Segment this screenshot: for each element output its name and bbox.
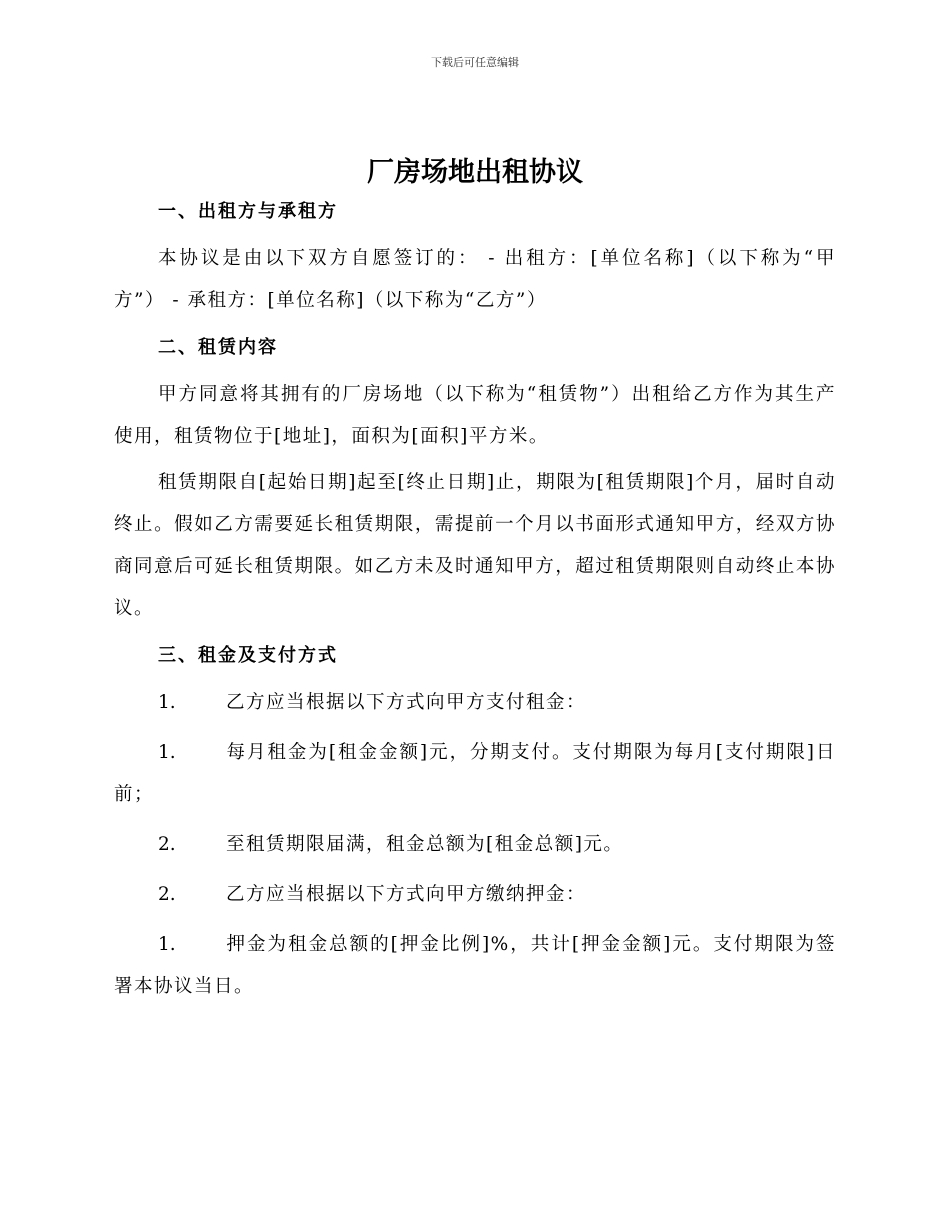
document-title: 厂房场地出租协议 xyxy=(367,157,583,188)
list-item xyxy=(114,732,836,816)
section-heading-2: 二、租赁内容 xyxy=(158,337,278,358)
list-item xyxy=(114,924,836,1008)
section-2-paragraph-1: 甲方同意将其拥有的厂房场地（以下称为“租赁物”）出租给乙方作为其生产使用，租赁物位于[地址]，面积为[面积]平方米。 xyxy=(114,384,836,447)
list-text: 乙方应当根据以下方式向甲方支付租金： xyxy=(226,692,587,713)
list-number: 1. xyxy=(158,742,176,763)
section-heading-3: 三、租金及支付方式 xyxy=(158,645,338,666)
list-number: 1. xyxy=(158,692,176,713)
header-note: 下载后可任意编辑 xyxy=(431,56,519,69)
section-heading-1: 一、出租方与承租方 xyxy=(158,201,338,222)
section-2-paragraph-2: 租赁期限自[起始日期]起至[终止日期]止，期限为[租赁期限]个月，届时自动终止。假如乙方需要延长租赁期限，需提前一个月以书面形式通知甲方，经双方协商同意后可延长租赁期限。如乙方未及时通知甲方，超过租赁期限则自动终止本协议。 xyxy=(114,472,836,619)
list-number: 1. xyxy=(158,934,176,955)
list-text: 乙方应当根据以下方式向甲方缴纳押金： xyxy=(226,884,587,905)
list-text: 押金为租金总额的[押金比例]%，共计[押金金额]元。支付期限为签署本协议当日。 xyxy=(114,934,836,997)
list-item xyxy=(114,824,836,866)
list-number: 2. xyxy=(158,884,176,905)
list-text: 每月租金为[租金金额]元，分期支付。支付期限为每月[支付期限]日前； xyxy=(114,742,836,805)
list-item xyxy=(114,874,836,916)
document-body xyxy=(114,196,836,1008)
list-item xyxy=(114,682,836,724)
section-1-paragraph: 本协议是由以下双方自愿签订的： - 出租方：[单位名称]（以下称为“甲方”） - 承租方：[单位名称]（以下称为“乙方”） xyxy=(114,248,836,311)
list-text: 至租赁期限届满，租金总额为[租金总额]元。 xyxy=(226,834,624,855)
list-number: 2. xyxy=(158,834,176,855)
